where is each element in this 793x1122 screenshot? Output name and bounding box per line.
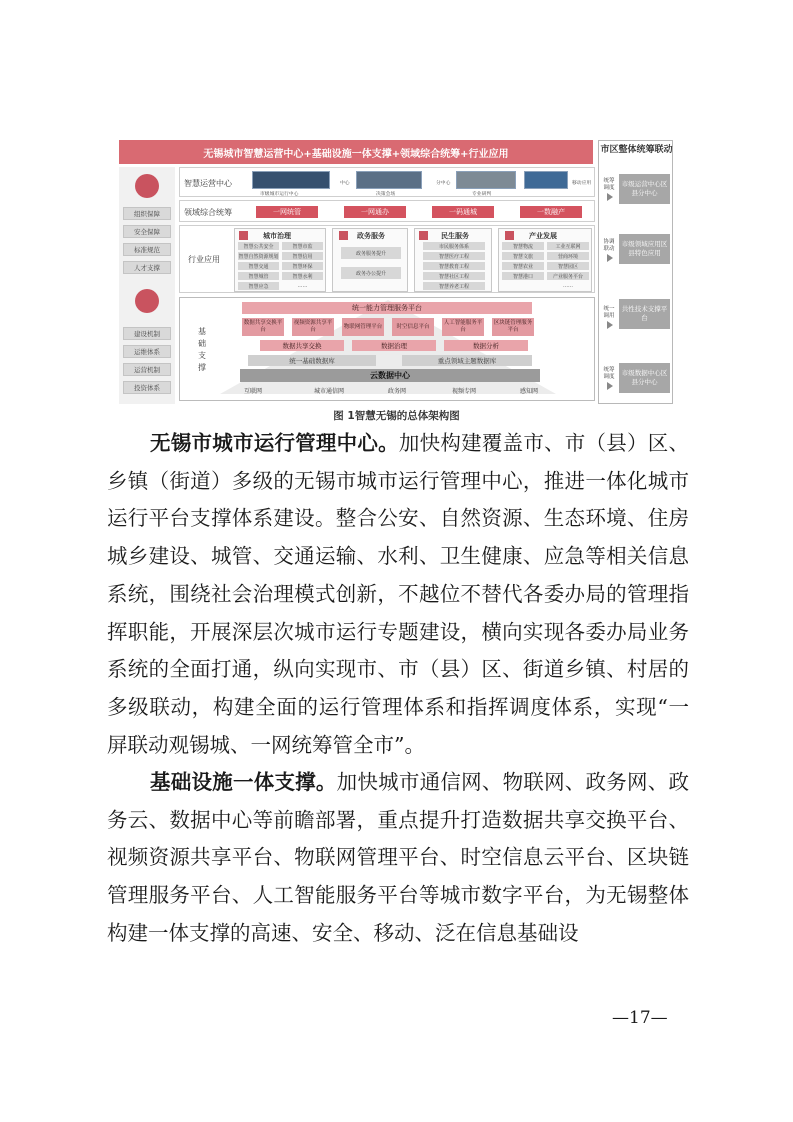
growth-icon xyxy=(505,231,514,240)
network-label: 城市通信网 xyxy=(314,388,345,395)
panel-gov-services xyxy=(332,228,408,292)
screen-caption: 市级城市运行中心 xyxy=(260,192,299,197)
figure-banner: 无锡城市智慧运营中心+基础设施一体支撑+领域综合统筹+行业应用 xyxy=(119,140,593,164)
row-label: 行业应用 xyxy=(188,255,220,264)
panel-title: 政务服务 xyxy=(357,232,385,240)
left-box: 标准规范 xyxy=(123,243,171,256)
panel-chip: 智慧公共安全 xyxy=(238,242,279,250)
right-arrow-icon xyxy=(607,193,613,201)
industry-apps-row xyxy=(179,225,595,293)
screen-thumbnail xyxy=(456,171,516,189)
panel-chip: 智慧文旅 xyxy=(502,252,544,260)
panel-chip: 智慧城管 xyxy=(238,272,279,280)
data-layer-chip: 数据分析 xyxy=(444,340,528,351)
panel-chip: …… xyxy=(563,283,573,289)
panel-chip: 智慧自然资源规划 xyxy=(238,253,279,260)
screen-thumbnail xyxy=(356,171,422,189)
panel-title: 民生服务 xyxy=(441,232,469,240)
network-label: 感知网 xyxy=(520,388,539,395)
infrastructure-support xyxy=(179,297,595,401)
panel-chip: 智慧市监 xyxy=(282,242,323,250)
panel-chip: 营商环境 xyxy=(547,252,589,260)
panel-chip: 产业服务平台 xyxy=(547,272,589,280)
architecture-figure xyxy=(119,137,675,407)
paragraph-infrastructure xyxy=(107,764,689,953)
platform-chip: 物联网管理平台 xyxy=(342,318,384,336)
panel-chip: 智慧水利 xyxy=(282,272,323,280)
people-icon xyxy=(419,231,428,240)
left-box: 人才支撑 xyxy=(123,261,171,274)
left-box: 组织保障 xyxy=(123,207,171,220)
panel-chip: 智慧物流 xyxy=(502,242,544,250)
left-box: 建设机制 xyxy=(123,327,171,340)
paragraph-text: 加快构建覆盖市、市（县）区、乡镇（街道）多级的无锡市城市运行管理中心，推进一体化城市运行平台支撑体系建设。整合公安、自然资源、生态环境、住房城乡建设、城管、交通运输、水利、卫生健康、应急等相关信息系统，围绕社会治理模式创新，不越位不替代各委办局的管理指挥职能，开展深层次城市运行专题建设，横向实现各委办局业务系统的全面打通，纵向实现市、市（县）区、街道乡镇、村居的多级联动，构建全面的运行管理体系和指挥调度体系，实现“一屏联动观锡城、一网统筹管全市”。 xyxy=(107,431,690,757)
panel-chip: 智慧养老工程 xyxy=(423,282,485,290)
database-chip: 统一基础数据库 xyxy=(248,355,376,366)
page-number: —17— xyxy=(612,1008,668,1028)
paragraph-operations-center xyxy=(107,425,689,764)
platform-chip: 视频资源共享平台 xyxy=(292,318,334,336)
left-box: 投资体系 xyxy=(123,381,171,394)
platform-chip: 人工智能服务平台 xyxy=(442,318,484,336)
panel-chip: 智慧医疗工程 xyxy=(423,252,485,260)
screen-caption: 专业研判 xyxy=(472,192,492,197)
network-label: 政务网 xyxy=(388,388,407,395)
platform-chip: 数据共享交换平台 xyxy=(242,318,284,336)
domain-item: 一网通办 xyxy=(344,206,406,218)
gears-icon xyxy=(135,289,159,313)
panel-chip: 智慧应急 xyxy=(238,282,279,290)
paragraph-text: 加快城市通信网、物联网、政务网、政务云、数据中心等前瞻部署，重点提升打造数据共享交换平台、视频资源共享平台、物联网管理平台、时空信息云平台、区块链管理服务平台、人工智能服务平台等城市数字平台，为无锡整体构建一体支撑的高速、安全、移动、泛在信息基础设 xyxy=(107,770,690,945)
row-label: 领域综合统筹 xyxy=(184,208,232,217)
panel-livelihood xyxy=(414,228,492,292)
left-box: 运营机制 xyxy=(123,363,171,376)
right-item: 市级数据中心区县分中心 xyxy=(619,363,670,393)
data-layer-chip: 数据治理 xyxy=(352,340,436,351)
screen-thumbnail xyxy=(524,171,568,189)
right-side-label: 统筹调度 xyxy=(603,178,615,191)
right-item: 市级领域应用区县特色应用 xyxy=(619,234,670,264)
left-support-column xyxy=(119,167,175,404)
domain-item: 一网统管 xyxy=(256,206,318,218)
panel-chip: 智慧交通 xyxy=(238,262,279,270)
panel-chip: 工业互联网 xyxy=(547,242,589,250)
panel-chip: 智慧农业 xyxy=(502,262,544,270)
screen-caption: 移动应用 xyxy=(572,181,592,186)
cloud-data-center: 云数据中心 xyxy=(240,369,540,382)
panel-chip: …… xyxy=(297,283,308,289)
right-side-label: 统一调用 xyxy=(603,306,615,319)
paragraph-heading: 无锡市城市运行管理中心。 xyxy=(150,431,399,455)
right-side-label: 协调联动 xyxy=(603,239,615,252)
operations-center-row xyxy=(179,167,595,197)
data-layer-chip: 数据共享交换 xyxy=(260,340,344,351)
list-icon xyxy=(339,231,348,240)
right-item: 共性技术支撑平台 xyxy=(619,299,670,329)
figure-caption: 图 1智慧无锡的总体架构图 xyxy=(333,410,460,422)
platform-chip: 时空信息平台 xyxy=(392,318,434,336)
panel-chip: 智慧环保 xyxy=(282,262,323,270)
right-title: 市区整体统筹联动 xyxy=(600,145,673,155)
screen-caption: 中心 xyxy=(340,181,350,186)
city-icon xyxy=(239,231,248,240)
panel-chip: 市民服务体系 xyxy=(423,242,485,250)
people-icon xyxy=(135,174,159,198)
right-arrow-icon xyxy=(607,254,613,262)
panel-title: 产业发展 xyxy=(529,232,557,240)
domain-item: 一码通城 xyxy=(432,206,494,218)
screen-caption: 决策会场 xyxy=(376,192,396,197)
left-box: 运维体系 xyxy=(123,345,171,358)
infra-label: 基础支撑 xyxy=(198,327,206,372)
domain-item: 一数融产 xyxy=(520,206,582,218)
panel-chip: 智慧园区 xyxy=(547,262,589,270)
panel-chip: 智慧社区工程 xyxy=(423,272,485,280)
network-label: 互联网 xyxy=(244,388,263,395)
panel-chip: 政务服务提升 xyxy=(341,247,401,259)
row-label: 智慧运营中心 xyxy=(184,179,232,188)
right-arrow-icon xyxy=(607,382,613,390)
database-chip: 重点领域主题数据库 xyxy=(402,355,532,366)
panel-chip: 智慧港口 xyxy=(502,272,544,280)
panel-chip: 智慧教育工程 xyxy=(423,262,485,270)
right-item: 市级运营中心区县分中心 xyxy=(619,174,670,204)
screen-thumbnail xyxy=(252,171,330,189)
infra-top-platform: 统一能力管理服务平台 xyxy=(242,302,532,314)
network-label: 视频专网 xyxy=(452,388,477,395)
panel-chip: 智慧信用 xyxy=(282,252,323,260)
platform-chip: 区块链管理服务平台 xyxy=(492,318,534,336)
panel-industry xyxy=(498,228,592,292)
screen-caption: 分中心 xyxy=(436,181,451,186)
left-box: 安全保障 xyxy=(123,225,171,238)
right-coordination-box xyxy=(598,140,673,404)
right-arrow-icon xyxy=(607,321,613,329)
paragraph-heading: 基础设施一体支撑。 xyxy=(150,770,337,794)
panel-title: 城市治理 xyxy=(263,232,291,240)
panel-city-governance xyxy=(234,228,326,292)
domain-coordination-row xyxy=(179,200,595,222)
right-side-label: 统筹调度 xyxy=(603,367,615,380)
panel-chip: 政务办公提升 xyxy=(341,267,401,279)
